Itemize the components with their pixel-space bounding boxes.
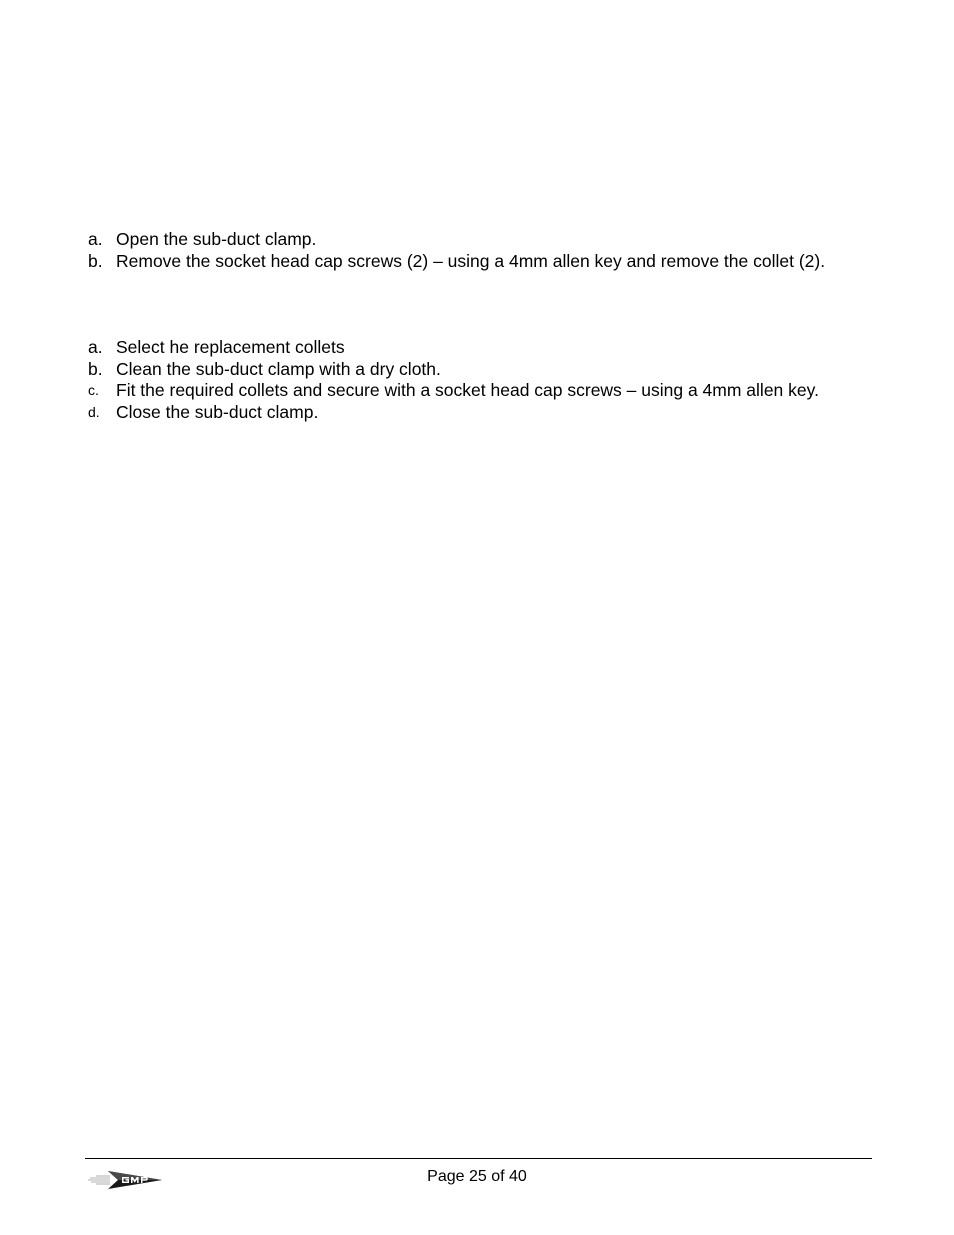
footer-divider bbox=[85, 1158, 872, 1159]
list-item-text: Clean the sub-duct clamp with a dry cloth. bbox=[116, 358, 441, 379]
list-marker: a. bbox=[88, 229, 103, 249]
list-item-text: Select he replacement collets bbox=[116, 337, 345, 357]
list-item bbox=[88, 251, 858, 273]
list-item bbox=[88, 229, 858, 251]
removal-steps-list bbox=[88, 229, 858, 272]
list-item bbox=[88, 337, 858, 359]
list-item bbox=[88, 402, 858, 424]
list-marker: a. bbox=[88, 337, 103, 357]
list-item bbox=[88, 380, 858, 402]
list-marker: b. bbox=[88, 358, 103, 379]
list-marker: b. bbox=[88, 250, 103, 271]
list-item-text: Open the sub-duct clamp. bbox=[116, 229, 317, 249]
page-number: Page 25 of 40 bbox=[427, 1168, 527, 1185]
list-marker: c. bbox=[88, 382, 99, 398]
list-item-text: Close the sub-duct clamp. bbox=[116, 401, 319, 422]
list-marker: d. bbox=[88, 403, 100, 420]
list-item-text: Remove the socket head cap screws (2) – using a 4mm allen key and remove the collet (2). bbox=[116, 250, 826, 271]
replacement-steps-list bbox=[88, 337, 858, 423]
list-item-text: Fit the required collets and secure with a socket head cap screws – using a 4mm allen key. bbox=[116, 380, 819, 400]
list-item bbox=[88, 359, 858, 381]
